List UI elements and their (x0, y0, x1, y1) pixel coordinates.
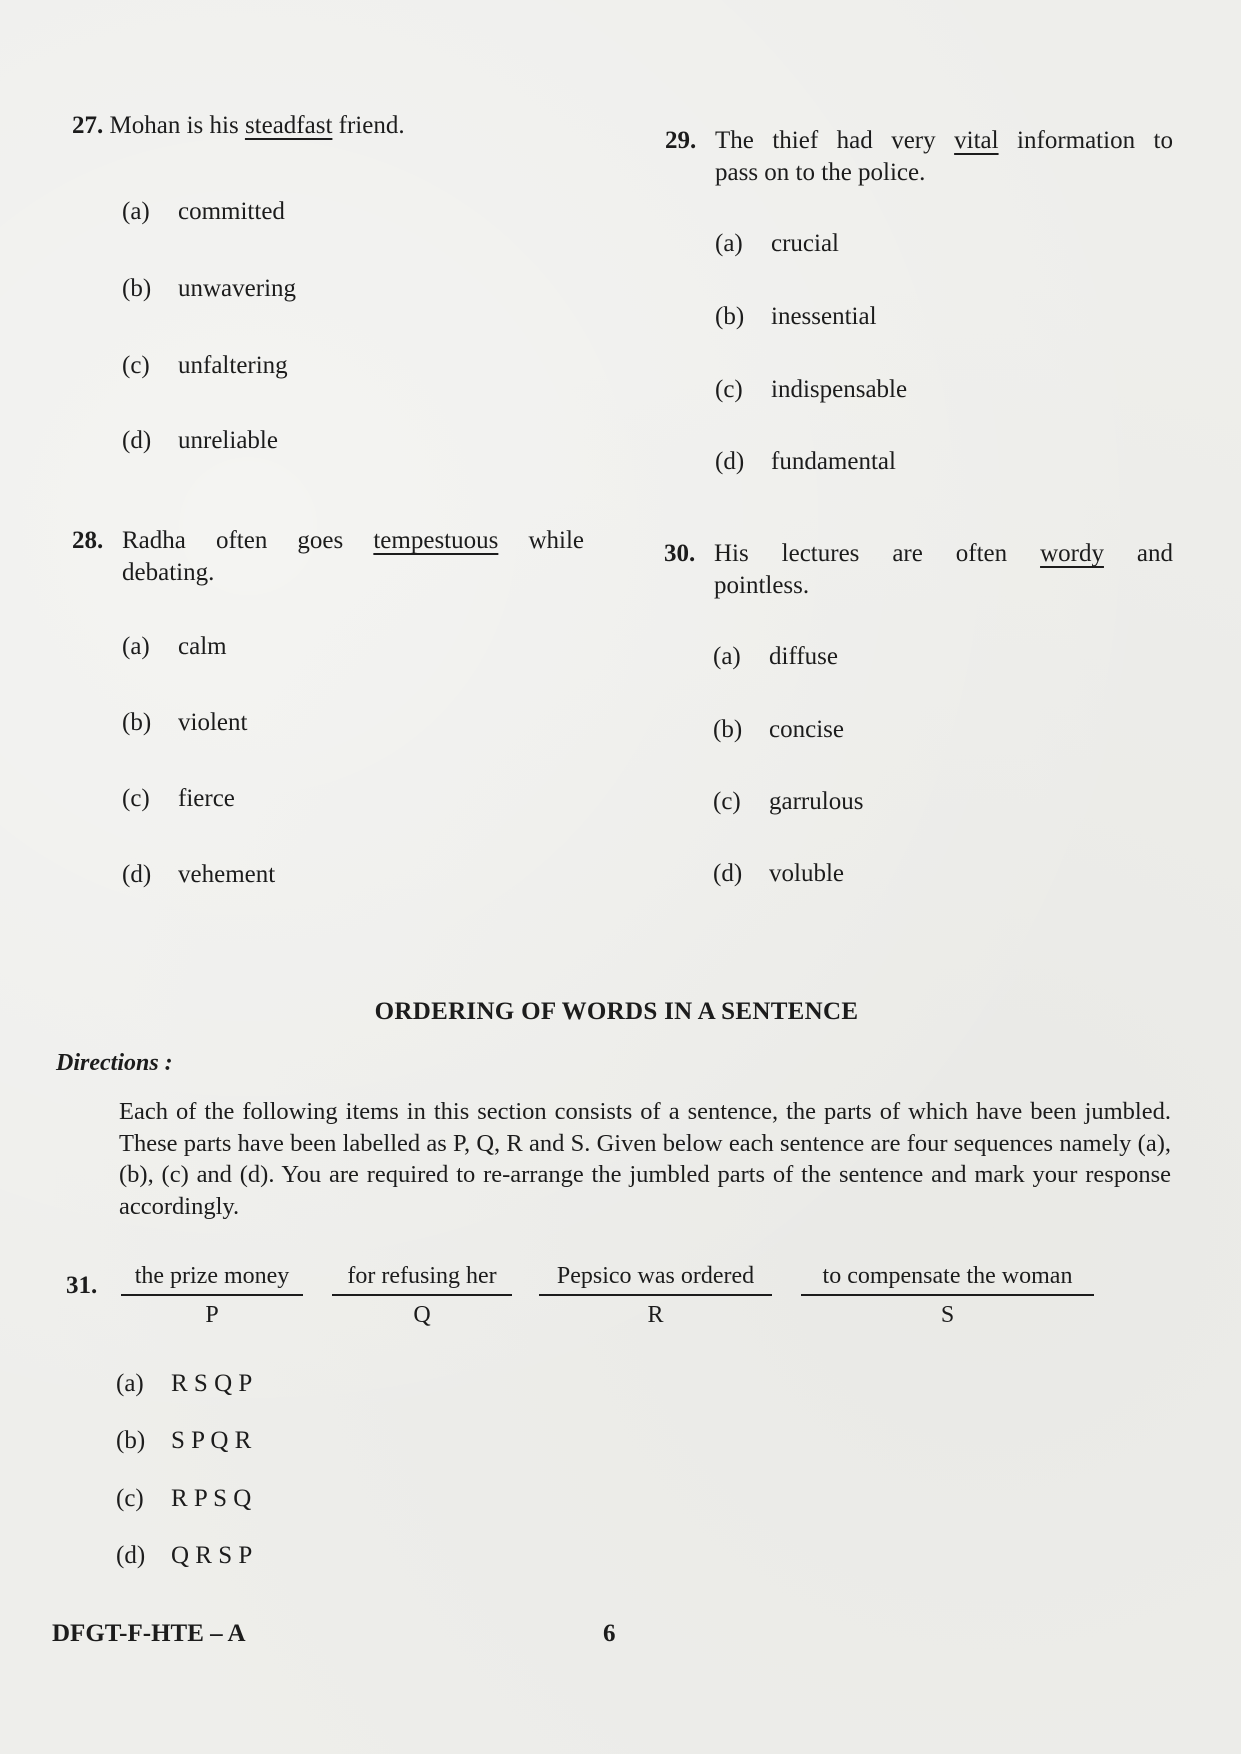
option-label: (d) (122, 427, 152, 454)
option-30-c[interactable] (713, 788, 863, 816)
question-line-1: His lectures are often wordy and (714, 540, 1173, 567)
question-line-1: Radha often goes tempestuous while (122, 527, 584, 554)
option-label: (b) (122, 275, 152, 302)
option-text: inessential (771, 303, 877, 330)
option-text: violent (178, 709, 248, 736)
directions-label: Directions : (56, 1050, 173, 1076)
option-30-a[interactable] (713, 643, 838, 671)
option-text: garrulous (769, 788, 864, 815)
option-text: vehement (178, 861, 276, 888)
option-text: diffuse (769, 643, 838, 670)
option-text: calm (178, 633, 227, 660)
option-27-c[interactable] (122, 352, 288, 380)
underlined-word: vital (954, 127, 999, 154)
underlined-word: tempestuous (373, 527, 499, 554)
section-title: ORDERING OF WORDS IN A SENTENCE (374, 998, 859, 1025)
option-label: (a) (715, 230, 743, 257)
option-label: (b) (122, 709, 152, 736)
question-number: 29. (665, 127, 697, 154)
option-label: (c) (713, 788, 741, 815)
question-30 (664, 538, 1173, 602)
option-label: (b) (713, 716, 743, 743)
option-label: (d) (713, 860, 743, 887)
option-label: (d) (122, 861, 152, 888)
option-text: S P Q R (171, 1427, 252, 1454)
question-text-before: Mohan is his (109, 112, 245, 139)
option-29-c[interactable] (715, 376, 907, 404)
footer-code: DFGT-F-HTE – A (52, 1620, 246, 1647)
part-label: R (647, 1302, 664, 1328)
option-label: (c) (122, 785, 150, 812)
option-29-a[interactable] (715, 230, 839, 258)
option-text: voluble (769, 860, 844, 887)
option-text: concise (769, 716, 844, 743)
option-label: (d) (715, 448, 745, 475)
option-28-b[interactable] (122, 709, 247, 737)
option-31-d[interactable] (116, 1542, 252, 1570)
option-label: (c) (122, 352, 150, 379)
option-31-b[interactable] (116, 1427, 251, 1455)
part-text: Pepsico was ordered (539, 1263, 772, 1296)
question-number: 31. (66, 1272, 98, 1299)
question-29 (665, 125, 1173, 189)
directions-text: Each of the following items in this section consists of a sentence, the parts of which have been jumbled. These parts have been labelled as P, Q, R and S. Given below each sentence are four sequences namely (a), (b), (c) and (d). You are required to re-arrange the jumbled parts of the sentence and mark your response accordingly. (119, 1098, 1171, 1220)
option-text: committed (178, 198, 285, 225)
underlined-word: steadfast (244, 112, 333, 139)
option-text: unreliable (178, 427, 278, 454)
question-line-2: pointless. (714, 572, 810, 599)
question-line-1: The thief had very vital information to (715, 127, 1173, 154)
option-text: fundamental (771, 448, 896, 475)
option-label: (d) (116, 1542, 146, 1569)
option-label: (b) (116, 1427, 146, 1454)
option-31-c[interactable] (116, 1485, 251, 1513)
part-text: to compensate the woman (801, 1263, 1094, 1296)
option-text: crucial (771, 230, 840, 257)
option-label: (a) (122, 198, 150, 225)
option-text: Q R S P (171, 1542, 253, 1569)
option-28-d[interactable] (122, 861, 275, 889)
option-text: indispensable (771, 376, 908, 403)
option-28-a[interactable] (122, 633, 227, 661)
sentence-part-p (121, 1263, 303, 1329)
option-text: fierce (178, 785, 235, 812)
option-text: unfaltering (178, 352, 288, 379)
option-27-d[interactable] (122, 427, 278, 455)
option-text: R P S Q (171, 1485, 252, 1512)
part-label: Q (413, 1302, 431, 1328)
question-28 (72, 525, 584, 589)
page-number: 6 (603, 1620, 616, 1647)
part-text: for refusing her (332, 1263, 512, 1296)
sentence-part-r (539, 1263, 772, 1329)
part-label: P (205, 1302, 219, 1328)
part-label: S (940, 1302, 955, 1328)
option-30-b[interactable] (713, 716, 844, 744)
option-text: unwavering (178, 275, 297, 302)
option-label: (b) (715, 303, 745, 330)
sentence-part-s (801, 1263, 1094, 1329)
question-line-2: pass on to the police. (715, 159, 926, 186)
question-number: 30. (664, 540, 696, 567)
question-line-2: debating. (122, 559, 215, 586)
option-label: (c) (715, 376, 743, 403)
sentence-part-q (332, 1263, 512, 1329)
question-number: 28. (72, 527, 104, 554)
option-text: R S Q P (171, 1370, 253, 1397)
option-label: (a) (122, 633, 150, 660)
option-30-d[interactable] (713, 860, 844, 888)
underlined-word: wordy (1040, 540, 1104, 567)
part-text: the prize money (121, 1263, 303, 1296)
option-label: (c) (116, 1485, 144, 1512)
option-28-c[interactable] (122, 785, 235, 813)
option-label: (a) (713, 643, 741, 670)
option-29-b[interactable] (715, 303, 877, 331)
option-label: (a) (116, 1370, 144, 1397)
option-31-a[interactable] (116, 1370, 252, 1398)
question-text-after: friend. (332, 112, 405, 139)
option-27-b[interactable] (122, 275, 296, 303)
question-number: 27. (72, 112, 104, 139)
option-29-d[interactable] (715, 448, 896, 476)
option-27-a[interactable] (122, 198, 285, 226)
question-27 (72, 110, 632, 142)
